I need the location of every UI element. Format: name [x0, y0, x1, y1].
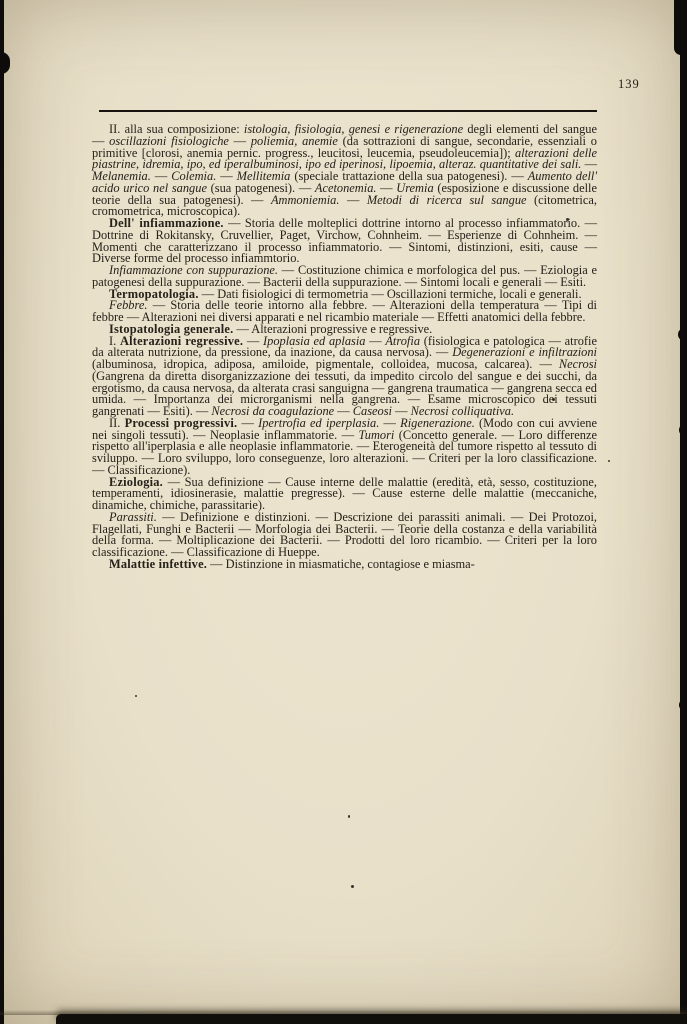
paragraph: [92, 300, 597, 324]
text-run: — Definizione e distinzioni. — Descrizione dei parassiti animali. — Dei Protozoi, Flagellati, Funghi e Bacterii — Morfologia dei Bacterii. — Teorie della costanza e della variabilità della forma. — Moltiplicazione dei Bacterii. — Prodotti del loro ricambio. — Criteri per la loro classificazione. — Classificazione di Hueppe.: [92, 509, 597, 559]
scan-edge-blob: [679, 699, 687, 711]
text-run: —: [228, 133, 251, 148]
text-run: —: [334, 404, 353, 418]
paragraph: [92, 218, 597, 265]
header-rule: [99, 110, 597, 112]
text-run: — Distinzione in miasmatiche, contagiose e miasma-: [207, 556, 475, 571]
paragraph: [92, 333, 597, 418]
scan-edge-blob: [678, 328, 687, 341]
text-run: (Modo con cui avviene nei singoli tessuti). — Neoplasie inflammatorie. —: [92, 415, 597, 442]
text-run: degli elementi del sangue —: [92, 122, 597, 148]
paragraph: [92, 509, 597, 559]
italic-run: Acetonemia.: [314, 180, 377, 195]
scan-speck: [608, 460, 610, 462]
italic-run: oscillazioni fisiologiche: [109, 133, 229, 148]
italic-run: Ammoniemia.: [270, 192, 340, 207]
italic-run: istologia, fisiologia, genesi e rigenerazione: [243, 122, 464, 136]
heading-run: Dell' infiammazione.: [109, 216, 224, 230]
scan-corner-mark: [0, 52, 10, 74]
text-run: —: [365, 333, 386, 348]
italic-run: Necrosi: [558, 357, 597, 371]
text-run: II. alla sua composizione:: [109, 122, 244, 136]
text-run: (albuminosa, idropica, adiposa, amiloide, pigmentale, colloidea, mucosa, calcarea). —: [92, 357, 559, 371]
italic-run: Atrofia: [385, 333, 421, 348]
text-run: — Costituzione chimica e morfologica del pus. — Eziologia e patogenesi della suppurazione. — Bacterii della suppurazione. — Sintomi locali e generali — Esiti.: [92, 263, 597, 289]
italic-run: Melanemia.: [92, 169, 151, 183]
heading-run: Alterazioni regressive.: [119, 333, 244, 348]
paragraph: [92, 556, 597, 571]
heading-run: Malattie infettive.: [109, 556, 208, 571]
text-run: —: [150, 169, 172, 183]
text-run: —: [376, 180, 397, 195]
text-run: (citometrica, cromometrica, microscopica).: [92, 192, 597, 219]
scan-edge-blob: [680, 756, 687, 767]
page-number: 139: [618, 77, 640, 91]
italic-run: Ipoplasia ed aplasia: [263, 333, 366, 348]
italic-run: Necrosi colliquativa.: [410, 404, 515, 418]
paragraph: [92, 265, 597, 289]
text-run: (da sottrazioni di sangue, secondarie, essenziali o primitive [clorosi, anemia pernic. progress., leucitosi, leucemia, pseudoleucemia]);: [92, 133, 597, 160]
text-run: (fisiologica e patologica — atrofie da alterata nutrizione, da pressione, da inazione, da causa nervosa). —: [92, 333, 597, 360]
italic-run: Caseosi: [352, 404, 392, 418]
italic-run: Febbre.: [109, 298, 148, 313]
text-run: —: [379, 415, 401, 430]
italic-run: Ipertrofia ed iperplasia.: [258, 415, 380, 430]
italic-run: Rigenerazione.: [400, 415, 475, 430]
scan-speck: [348, 815, 350, 818]
text-run: (esposizione e discussione delle teorie della sua patogenesi). —: [92, 180, 597, 207]
italic-run: Colemia.: [171, 169, 217, 183]
italic-run: Infiammazione con suppurazione.: [109, 263, 278, 277]
text-block: [92, 124, 597, 571]
italic-run: Mellitemia: [236, 169, 291, 183]
italic-run: alterazioni delle piastrine, idremia, ipo, ed iperalbuminosi, ipo ed iperinosi, lipoemia, alteraz. quantitative dei sali.: [92, 145, 597, 172]
text-run: — Alterazioni progressive e regressive.: [233, 321, 433, 336]
text-run: —: [339, 192, 367, 207]
text-run: — Sua definizione — Cause interne delle malattie (eredità, età, sesso, costituzione, temperamenti, idiosinerasie, malattie pregresse). — Cause esterne delle malattie (meccaniche, dinamiche, chimiche, parassitarie).: [92, 474, 597, 512]
italic-run: Aumento dell' acido urico nel sangue: [92, 169, 597, 195]
text-run: (Gangrena da diretta disorganizzazione dei tessuti, da impedito circolo del sangue e dei succhi, da ergotismo, da causa nervosa, da alterata crasi sanguigna — gangrena traumatica — gangrena secca ed umida. — Importanza dei microrganismi nella gangrena. — Esame microscopico dei tessuti gangrenati — Esiti). —: [92, 368, 597, 418]
text-run: II.: [109, 415, 125, 430]
italic-run: Tumori: [358, 427, 395, 442]
scan-speck: [351, 885, 354, 888]
text-run: I.: [109, 333, 120, 348]
text-run: — Storia delle molteplici dottrine intorno al processo infiammatorio. — Dottrine di Rokitansky, Cruvellier, Paget, Virchow, Cohnheim. — Esperienze di Cohnheim. — Momenti che caratterizzano il processo infiammatorio. — Sintomi, distinzioni, esiti, cause — Diverse forme del processo infiammtorio.: [92, 216, 597, 266]
scan-edge-blob: [676, 28, 687, 48]
heading-run: Processi progressivi.: [124, 415, 238, 430]
italic-run: Degenerazioni e infiltrazioni: [452, 345, 597, 360]
text-run: —: [581, 157, 597, 172]
italic-run: Parassiti.: [109, 509, 157, 524]
heading-run: Termopatologia.: [109, 286, 199, 301]
text-run: —: [216, 169, 237, 183]
scan-edge-left: [0, 0, 4, 1024]
paragraph: [92, 415, 597, 477]
text-run: (sua patogenesi). —: [206, 180, 315, 195]
italic-run: poliemia, anemie: [250, 133, 338, 148]
text-run: (speciale trattazione della sua patogenesi). —: [290, 169, 528, 183]
heading-run: Eziologia.: [109, 474, 163, 489]
text-run: —: [392, 404, 411, 418]
italic-run: Uremia: [396, 180, 434, 195]
text-run: —: [243, 333, 263, 348]
text-run: — Dati fisiologici di termometria — Oscillazioni termiche, locali e generali.: [198, 286, 582, 301]
text-run: — Storia delle teorie intorno alla febbre. — Alterazioni della temperatura — Tipi di febbre — Alterazioni nei diversi apparati e nel ricambio materiale — Effetti anatomici della febbre.: [92, 298, 597, 324]
scan-edge-blob: [679, 424, 687, 436]
italic-run: Metodi di ricerca sul sangue: [366, 192, 527, 207]
scan-speck: [135, 695, 137, 697]
text-run: (Concetto generale. — Loro differenze rispetto all'iperplasia e alle neoplasie inflammatorie. — Eterogeneità del tumore rispetto al tessuto di sviluppo. — Loro sviluppo, loro conseguenze, loro alterazioni. — Criteri per la loro classificazione. — Classificazione).: [92, 427, 597, 477]
paragraph: [92, 474, 597, 512]
italic-run: Necrosi da coagulazione: [211, 404, 335, 418]
scan-edge-right: [680, 0, 687, 1024]
heading-run: Istopatologia generale.: [109, 321, 234, 336]
scan-bottom-band: [56, 1014, 687, 1024]
text-run: —: [237, 415, 259, 430]
paragraph: [92, 124, 597, 218]
